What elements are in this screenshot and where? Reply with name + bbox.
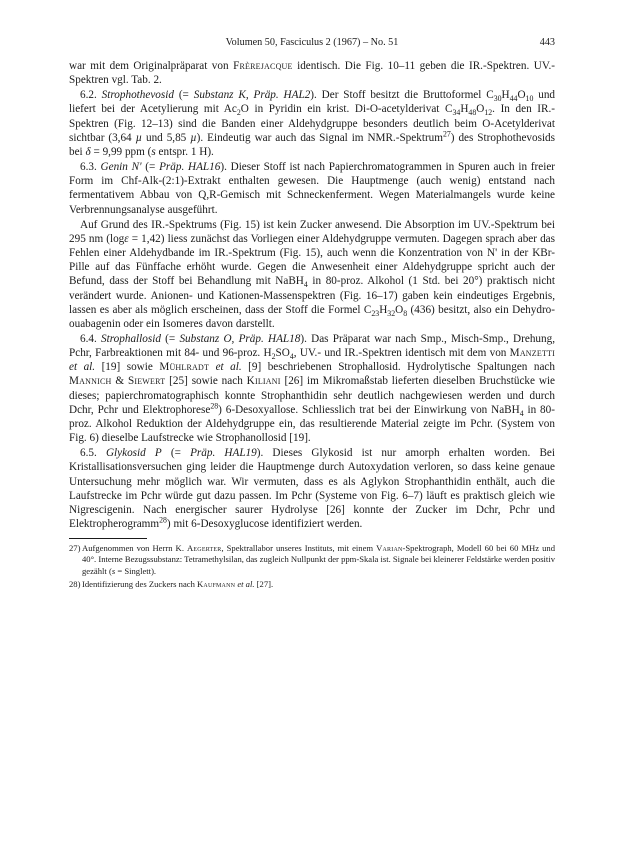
paragraph: 6.5. Glykosid P (= Präp. HAL19). Dieses Glykosid ist nur amorph erhalten worden. Bei Kristallisationsversuchen ging leider die Hauptmenge durch Autoxydation verloren, so dass keine genaue Untersuchung mehr möglich war. Wir vermuten, dass es als Aglykon Strophanthidin enthält, auch die Laufstrecke im Pchr würde gut dazu passen. Im Pchr (Systeme von Fig. 6–7) läuft es praktisch gleich wie Nigrescigenin. Nach energischer saurer Hydrolyse [26] konnte der Zucker im Dchr, Pchr und Elektropherogramm$^{28}$) mit 6-Desoxyglucose identifiziert werden. [69, 447, 555, 530]
footnote-number: 28) [69, 578, 81, 589]
footnotes [69, 543, 555, 590]
journal-page [69, 36, 555, 590]
body-text [69, 59, 555, 531]
paragraph: Auf Grund des IR.-Spektrums (Fig. 15) ist kein Zucker anwesend. Die Absorption im UV.-Spektrum bei 295 nm (logε = 1,42) liess zunächst das Vorliegen einer Aldehydgruppe vermuten. Dagegen sprach aber das Fehlen einer Aldehydbande im IR.-Spektrum (Fig. 15), auch wenn die Konzentration von N' in der KBr-Pille auf das Fünffache erhöht wurde. Gegen die Anwesenheit einer Aldehydgruppe spricht auch der Befund, dass der Stoff bei Behandlung mit NaBH$_4$ in 80-proz. Alkohol (1 Std. bei 20°) praktisch nicht verändert wurde. Anionen- und Kationen-Massenspektren (Fig. 16–17) gaben kein eindeutiges Ergebnis, lassen es aber als möglich erscheinen, dass der Stoff die Formel $C_{23}H_{32}O_8$ (436) besitzt, also ein Dehydro-ouabagenin oder ein Isomeres davon darstellt. [69, 218, 555, 330]
footnote-text: Identifizierung des Zuckers nach Kaufmann et al. [27]. [82, 578, 274, 589]
paragraph: 6.4. Strophallosid (= Substanz O, Präp. HAL18). Das Präparat war nach Smp., Misch-Smp., Drehung, Pchr, Farbreaktionen mit 84- und 96-proz. $H_2SO_4$, UV.- und IR.-Spektren identisch mit dem von Manzetti et al. [19] sowie Mühlradt et al. [9] beschriebenen Strophallosid. Hydrolytische Spaltungen nach Mannich & Siewert [25] sowie nach Kiliani [26] im Mikromaßstab lieferten dieselben Bruchstücke wie dieses; papierchromatographisch konnte Strophanthidin sehr deutlich nachgewiesen werden und durch Dchr, Pchr und Elektrophorese$^{28}$) 6-Desoxyallose. Schliesslich trat bei der Einwirkung von NaBH$_4$ in 80-proz. Alkohol Reduktion der Aldehydgruppe ein, das resultierende Material zeigte im Pchr. (System von Fig. 6) dieselbe Laufstrecke wie Strophanollosid [19]. [69, 332, 556, 445]
page-number: 443 [539, 37, 555, 48]
footnote-text: Aufgenommen von Herrn K. Aegerter, Spektrallabor unseres Instituts, mit einem Varian-Spektrograph, Modell 60 bei 60 MHz und 40°. Interne Bezugssubstanz: Tetramethylsilan, das zugleich Nullpunkt der ppm-Skala ist. Signale bei kleinerer Feldstärke werden positiv gezählt (s = Singlett). [82, 543, 555, 576]
footnote-number: 27) [69, 543, 81, 554]
paragraph: 6.3. Genin N' (= Präp. HAL16). Dieser Stoff ist nach Papierchromatogrammen in Spuren auch in freier Form im Chf-Alk-(2:1)-Extrakt enthalten gewesen. Die Hauptmenge (auch wenig) entstand nach fermentativem Abbau von Q,R-Gemisch mit Schneckenferment. Wegen Materialmangels wurde keine Verbrennungsanalyse ausgeführt. [69, 161, 556, 216]
running-header [69, 36, 555, 50]
journal-reference: Volumen 50, Fasciculus 2 (1967) – No. 51 [225, 37, 399, 48]
footnote [69, 543, 555, 577]
footnote [69, 579, 555, 590]
footnote-rule [69, 538, 147, 539]
paragraph: 6.2. Strophothevosid (= Substanz K, Präp. HAL2). Der Stoff besitzt die Bruttoformel $C_{30}H_{44}O_{10}$ und liefert bei der Acetylierung mit $Ac_2O$ in Pyridin ein krist. Di-O-acetylderivat $C_{34}H_{48}O_{12}$. In den IR.-Spektren (Fig. 12–13) sind die Banden einer Aldehydgruppe besonders deutlich beim O-Acetylderivat sichtbar (3,64 µ und 5,85 µ). Eindeutig war auch das Signal im NMR.-Spektrum$^{27}$) des Strophothevosids bei δ = 9,99 ppm (s entspr. 1 H). [69, 89, 556, 158]
continued-paragraph: war mit dem Originalpräparat von Frèrejacque identisch. Die Fig. 10–11 geben die IR.-Spektren. UV.-Spektren vgl. Tab. 2. [69, 60, 555, 87]
